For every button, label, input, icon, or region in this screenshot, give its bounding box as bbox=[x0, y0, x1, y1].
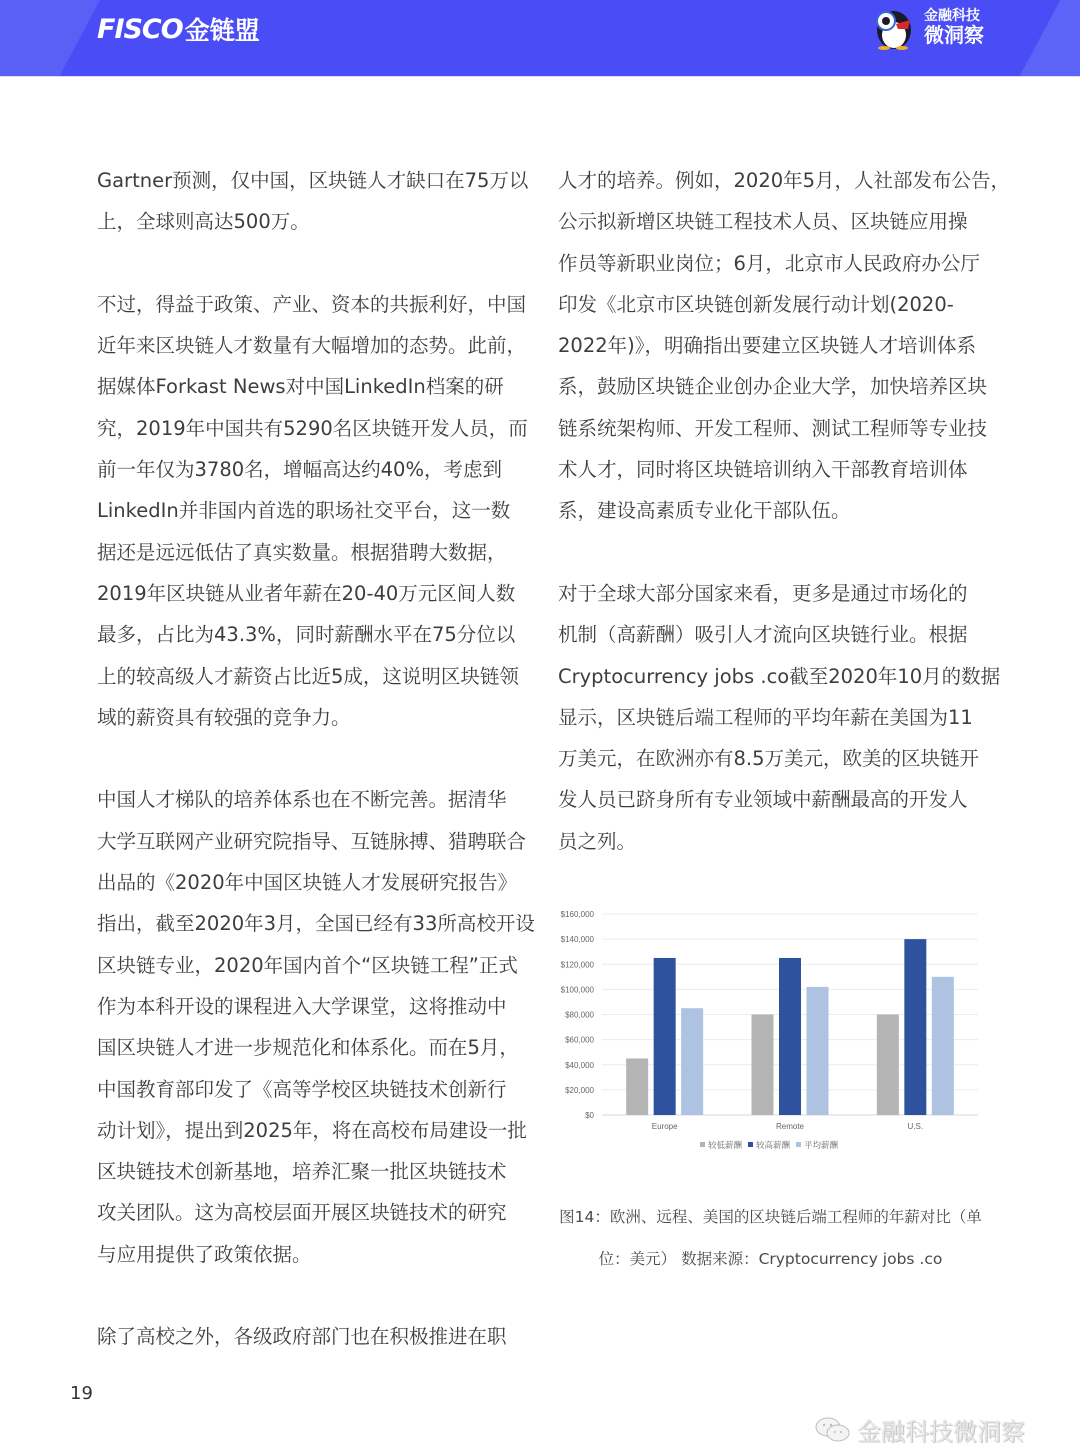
text-line: 动计划》，提出到2025年，将在高校布局建设一批 bbox=[97, 1118, 527, 1142]
right-column bbox=[558, 160, 1011, 862]
text-line: 近年来区块链人才数量有大幅增加的态势。此前， bbox=[97, 334, 527, 358]
x-tick-label: U.S. bbox=[907, 1122, 924, 1131]
y-tick-label: $40,000 bbox=[565, 1060, 594, 1070]
paragraph bbox=[97, 1316, 527, 1357]
text-line: 最多，占比为43.3%，同时薪酬水平在75分位以 bbox=[97, 623, 516, 647]
salary-bar-chart bbox=[550, 900, 990, 1160]
text-line: 据媒体Forkast News对中国LinkedIn档案的研 bbox=[97, 375, 504, 399]
bar-europe-1 bbox=[654, 958, 676, 1115]
text-line: 印发《北京市区块链创新发展行动计划(2020- bbox=[558, 292, 954, 316]
paragraph bbox=[558, 160, 1011, 532]
text-line: 人才的培养。例如，2020年5月，人社部发布公告， bbox=[558, 169, 1011, 192]
text-line: 中国教育部印发了《高等学校区块链技术创新行 bbox=[97, 1077, 507, 1101]
text-line: 链系统架构师、开发工程师、测试工程师等专业技 bbox=[558, 416, 988, 440]
text-line: Gartner预测，仅中国，区块链人才缺口在75万以 bbox=[97, 169, 529, 192]
bar-remote-1 bbox=[779, 958, 801, 1115]
legend-swatch bbox=[700, 1142, 705, 1147]
text-line: 术人才，同时将区块链培训纳入干部教育培训体 bbox=[558, 458, 968, 482]
text-line: 对于全球大部分国家来看，更多是通过市场化的 bbox=[558, 581, 968, 605]
text-line: 系，建设高素质专业化干部队伍。 bbox=[558, 499, 851, 523]
text-line: 发人员已跻身所有专业领域中薪酬最高的开发人 bbox=[558, 788, 968, 812]
y-tick-label: $140,000 bbox=[560, 935, 594, 945]
paragraph-gap bbox=[97, 243, 527, 284]
legend-label: 较低薪酬 bbox=[708, 1141, 743, 1151]
text-line: 国区块链人才进一步规范化和体系化。而在5月， bbox=[97, 1036, 519, 1060]
paragraph bbox=[97, 779, 535, 1275]
penguin-icon bbox=[870, 4, 916, 50]
text-line: 前一年仅为3780名，增幅高达约40%，考虑到 bbox=[97, 458, 502, 482]
watermark bbox=[815, 1412, 1025, 1447]
text-line: 2022年)》，明确指出要建立区块链人才培训体系 bbox=[558, 334, 976, 358]
figure-caption bbox=[558, 1196, 983, 1280]
y-tick-label: $20,000 bbox=[565, 1085, 594, 1095]
logo-cn: 金链盟 bbox=[184, 16, 260, 45]
text-line: LinkedIn并非国内首选的职场社交平台，这一数 bbox=[97, 499, 511, 523]
bar-remote-2 bbox=[807, 987, 829, 1115]
text-line: 上的较高级人才薪资占比近5成，这说明区块链领 bbox=[97, 664, 519, 688]
legend-swatch bbox=[796, 1142, 801, 1147]
bar-us-1 bbox=[904, 939, 926, 1115]
logo-line2: 微洞察 bbox=[924, 23, 984, 47]
y-tick-label: $100,000 bbox=[560, 985, 594, 995]
text-line: 不过，得益于政策、产业、资本的共振利好，中国 bbox=[97, 292, 527, 316]
fisco-logo bbox=[97, 12, 260, 46]
text-line: 系，鼓励区块链企业创办企业大学，加快培养区块 bbox=[558, 375, 988, 399]
text-line: 攻关团队。这为高校层面开展区块链技术的研究 bbox=[97, 1201, 507, 1225]
text-line: 除了高校之外，各级政府部门也在积极推进在职 bbox=[97, 1325, 507, 1349]
bar-europe-0 bbox=[626, 1058, 648, 1115]
x-tick-label: Europe bbox=[651, 1122, 678, 1131]
text-line: 员之列。 bbox=[558, 829, 637, 853]
paragraph bbox=[97, 160, 527, 243]
legend-label: 较高薪酬 bbox=[756, 1141, 791, 1151]
text-line: 域的薪资具有较强的竞争力。 bbox=[97, 705, 351, 729]
paragraph-gap bbox=[97, 1275, 527, 1316]
watermark-text: 金融科技微洞察 bbox=[857, 1418, 1025, 1446]
text-line: 中国人才梯队的培养体系也在不断完善。据清华 bbox=[97, 788, 507, 812]
wechat-icon bbox=[815, 1416, 851, 1444]
fintech-insight-logo bbox=[870, 4, 984, 50]
text-line: 与应用提供了政策依据。 bbox=[97, 1242, 312, 1266]
y-tick-label: $60,000 bbox=[565, 1035, 594, 1045]
y-tick-label: $120,000 bbox=[560, 960, 594, 970]
legend-swatch bbox=[748, 1142, 753, 1147]
page-header bbox=[0, 0, 1080, 77]
caption-line-1: 图14：欧洲、远程、美国的区块链后端工程师的年薪对比（单 bbox=[559, 1208, 982, 1226]
text-line: 大学互联网产业研究院指导、互链脉搏、猎聘联合 bbox=[97, 829, 527, 853]
bar-us-2 bbox=[932, 977, 954, 1115]
y-tick-label: $0 bbox=[585, 1111, 594, 1120]
text-line: 作为本科开设的课程进入大学课堂，这将推动中 bbox=[97, 994, 507, 1018]
y-tick-label: $160,000 bbox=[560, 910, 594, 919]
paragraph bbox=[558, 573, 1001, 862]
text-line: 区块链技术创新基地，培养汇聚一批区块链技术 bbox=[97, 1160, 507, 1184]
x-tick-label: Remote bbox=[775, 1122, 805, 1131]
header-decoration bbox=[0, 0, 100, 76]
text-line: 2019年区块链从业者年薪在20-40万元区间人数 bbox=[97, 581, 516, 605]
chart-canvas bbox=[550, 900, 990, 1160]
paragraph bbox=[97, 284, 527, 738]
bar-us-0 bbox=[877, 1015, 899, 1116]
paragraph-gap bbox=[558, 532, 983, 573]
bar-europe-2 bbox=[681, 1008, 703, 1115]
text-line: 机制（高薪酬）吸引人才流向区块链行业。根据 bbox=[558, 623, 968, 647]
text-line: 区块链专业，2020年国内首个“区块链工程”正式 bbox=[97, 953, 518, 977]
paragraph-gap bbox=[97, 738, 527, 779]
text-line: 究，2019年中国共有5290名区块链开发人员，而 bbox=[97, 416, 528, 440]
logo-latin: FISCO bbox=[97, 13, 183, 45]
text-line: 作员等新职业岗位；6月，北京市人民政府办公厅 bbox=[558, 251, 980, 275]
caption-line-2: 位：美元） 数据来源：Cryptocurrency jobs .co bbox=[598, 1250, 943, 1268]
page-number: 19 bbox=[70, 1383, 93, 1404]
legend-label: 平均薪酬 bbox=[804, 1141, 839, 1151]
bar-remote-0 bbox=[752, 1015, 774, 1116]
text-line: 出品的《2020年中国区块链人才发展研究报告》 bbox=[97, 871, 518, 895]
text-line: 指出，截至2020年3月，全国已经有33所高校开设 bbox=[97, 912, 535, 936]
header-decoration bbox=[1020, 0, 1080, 76]
text-line: Cryptocurrency jobs .co截至2020年10月的数据 bbox=[558, 664, 1001, 688]
logo-line1: 金融科技 bbox=[924, 8, 980, 24]
text-line: 万美元，在欧洲亦有8.5万美元，欧美的区块链开 bbox=[558, 747, 980, 771]
text-line: 公示拟新增区块链工程技术人员、区块链应用操 bbox=[558, 210, 968, 234]
text-line: 据还是远远低估了真实数量。根据猎聘大数据， bbox=[97, 540, 507, 564]
left-column bbox=[97, 160, 535, 1358]
y-tick-label: $80,000 bbox=[565, 1010, 594, 1020]
text-line: 上，全球则高达500万。 bbox=[97, 210, 310, 234]
text-line: 显示，区块链后端工程师的平均年薪在美国为11 bbox=[558, 705, 973, 729]
